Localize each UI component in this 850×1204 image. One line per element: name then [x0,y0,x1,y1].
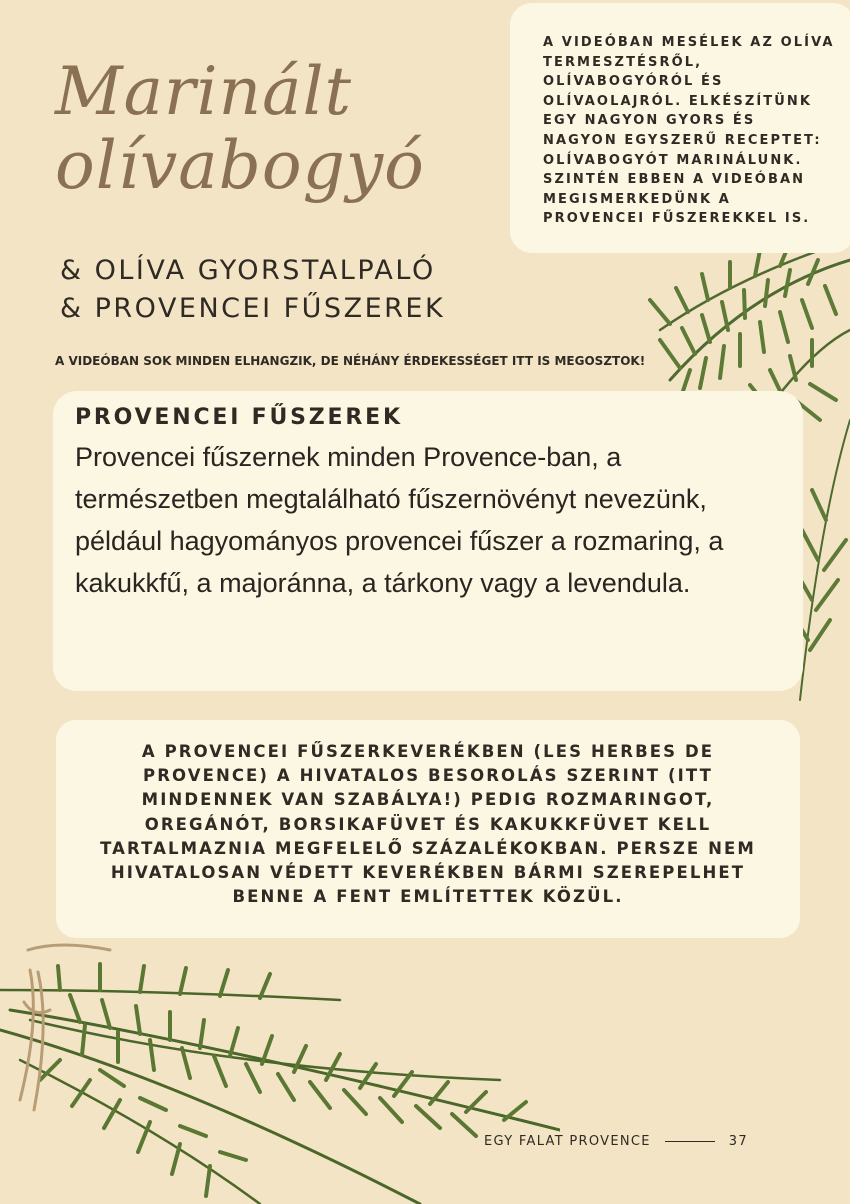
page-footer [484,1131,748,1151]
footer-divider [665,1141,715,1142]
intro-text: A VIDEÓBAN MESÉLEK AZ OLÍVA TERMESZTÉSRŐL, OLÍVABOGYÓRÓL ÉS OLÍVAOLAJRÓL. ELKÉSZÍTÜNK EGY NAGYON GYORS ÉS NAGYON EGYSZERŰ RECEPTET: OLÍVABOGYÓT MARINÁLUNK. SZINTÉN EBBEN A VIDEÓBAN MEGISMERKEDÜNK A PROVENCEI FŰSZEREKKEL IS. [543,35,835,227]
intro-box [510,3,850,253]
page-number: 37 [728,1133,748,1149]
title-line-1: Marinált [55,53,353,130]
page-title [55,55,475,203]
footer-label: EGY FALAT PROVENCE [484,1133,651,1149]
herb-mix-text: A PROVENCEI FŰSZERKEVERÉKBEN (LES HERBES DE PROVENCE) A HIVATALOS BESOROLÁS SZERINT (ITT MINDENNEK VAN SZABÁLYA!) PEDIG ROZMARINGOT, OREGÁNÓT, BORSIKAFÜVET ÉS KAKUKKFÜVET KELL TARTALMAZNIA MEGFELELŐ SZÁZALÉKOKBAN. PERSZE NEM HIVATALOSAN VÉDETT KEVERÉKBEN BÁRMI SZEREPELHET BENNE A FENT EMLÍTETTEK KÖZÜL. [100,742,756,907]
subtitle [60,252,510,328]
card-heading: PROVENCEI FŰSZEREK [75,405,403,430]
card-body: Provencei fűszernek minden Provence-ban, a természetben megtalálható fűszernövényt nevezünk, például hagyományos provencei fűszer a rozmaring, a kakukkfű, a majoránna, a tárkony vagy a levendula. [75,442,724,598]
subtitle-line-1: & OLÍVA GYORSTALPALÓ [60,255,436,286]
title-line-2: olívabogyó [55,127,425,204]
intro-note: A VIDEÓBAN SOK MINDEN ELHANGZIK, DE NÉHÁNY ÉRDEKESSÉGET ITT IS MEGOSZTOK! [55,354,646,368]
provencal-herbs-card [53,391,803,691]
rosemary-bundle-illustration [0,930,560,1204]
herb-mix-card [56,720,800,938]
subtitle-line-2: & PROVENCEI FŰSZEREK [60,293,446,324]
